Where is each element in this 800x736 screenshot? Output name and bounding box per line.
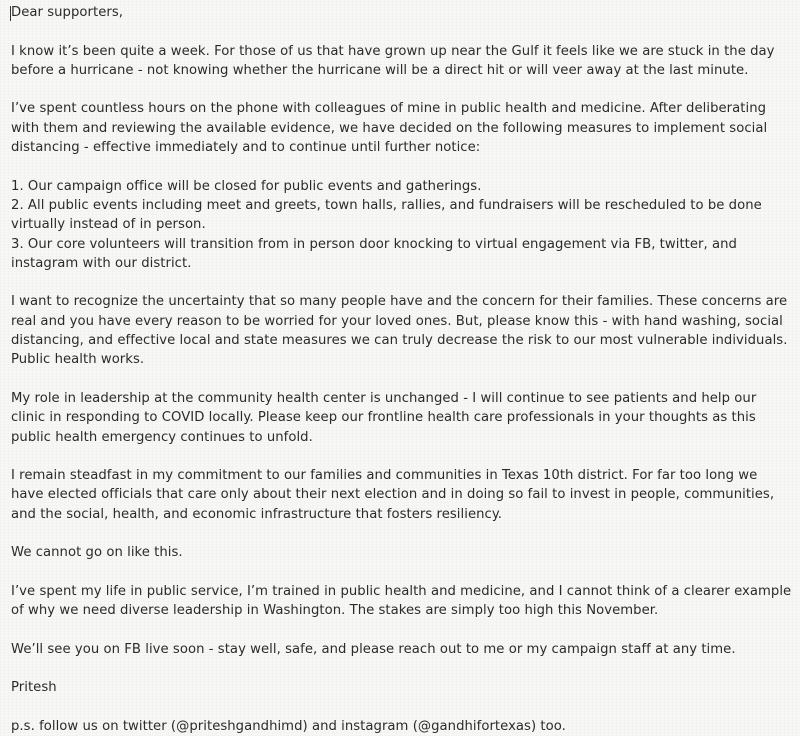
text-cursor: [10, 6, 11, 21]
salutation: Dear supporters,: [11, 5, 123, 20]
measures-list: [11, 177, 792, 273]
paragraph-leadership-role: My role in leadership at the community health center is unchanged - I will continue to see patients and help our clinic in responding to COVID locally. Please keep our frontline health care professionals in your thoughts as this public health emergency continues to unfold.: [11, 390, 757, 445]
paragraph-gulf: I know it’s been quite a week. For those of us that have grown up near the Gulf it feels like we are stuck in the day before a hurricane - not knowing whether the hurricane will be a direct hit or will veer away at the last minute.: [11, 43, 775, 78]
paragraph-measures-intro: I’ve spent countless hours on the phone with colleagues of mine in public health and medicine. After deliberating with them and reviewing the available evidence, we have decided on the following measures to implement social distancing - effective immediately and to continue until further notice:: [11, 101, 768, 156]
postscript: p.s. follow us on twitter (@priteshgandhimd) and instagram (@gandhifortexas) too.: [11, 718, 566, 734]
measure-item: 2. All public events including meet and greets, town halls, rallies, and fundraisers will be rescheduled to be done virtually instead of in person.: [11, 197, 762, 233]
spacer: [11, 157, 792, 176]
signature: Pritesh: [11, 680, 57, 696]
paragraph-cannot-go-on: We cannot go on like this.: [11, 545, 183, 561]
measure-item: 3. Our core volunteers will transition from in person door knocking to virtual engagement via FB, twitter, and instagram with our district.: [11, 236, 737, 271]
paragraph-commitment: I remain steadfast in my commitment to our families and communities in Texas 10th district. For far too long we have elected officials that care only about their next election and in doing so fail to invest in people, communities, and the social, health, and economic infrastructure that fosters resiliency.: [11, 468, 775, 522]
measure-item: 1. Our campaign office will be closed for public events and gatherings.: [11, 178, 482, 194]
paragraph-uncertainty: I want to recognize the uncertainty that so many people have and the concern for their families. These concerns are real and you have every reason to be worried for your loved ones. But, please know this - with hand washing, social distancing, and effective local and state measures we can truly decrease the risk to our most vulnerable individuals. Public health works.: [11, 294, 788, 368]
paragraph-fb-live: We’ll see you on FB live soon - stay well, safe, and please reach out to me or my campaign staff at any time.: [11, 641, 736, 657]
paragraph-public-service: I’ve spent my life in public service, I’m trained in public health and medicine, and I cannot think of a clearer example of why we need diverse leadership in Washington. The stakes are simply too high this November.: [11, 583, 792, 619]
